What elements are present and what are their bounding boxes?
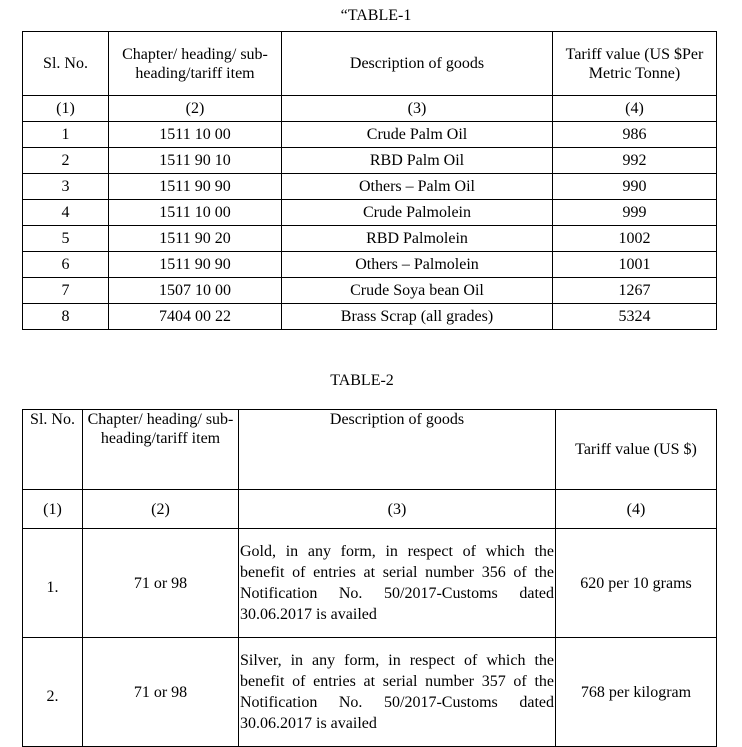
cell-sl-no: 2. [23,638,83,747]
cell-tariff-code: 1511 10 00 [109,122,282,148]
cell-tariff-code: 71 or 98 [83,638,239,747]
header-tariff-value: Tariff value (US $) [556,410,717,490]
cell-sl-no: 8 [23,304,109,330]
header-sl-no: Sl. No. [23,32,109,96]
header-tariff-value: Tariff value (US $Per Metric Tonne) [553,32,717,96]
cell-description: RBD Palmolein [282,226,553,252]
header-description: Description of goods [239,410,556,490]
table-row [23,122,717,148]
column-number: (3) [282,96,553,122]
table-1 [22,31,717,330]
cell-tariff-value: 992 [553,148,717,174]
header-chapter-heading: Chapter/ heading/ sub-heading/tariff item [83,410,239,490]
cell-description: Brass Scrap (all grades) [282,304,553,330]
cell-tariff-value: 620 per 10 grams [556,529,717,638]
table-row [23,278,717,304]
cell-tariff-value: 1001 [553,252,717,278]
table-row [23,174,717,200]
column-number: (2) [109,96,282,122]
cell-sl-no: 7 [23,278,109,304]
cell-tariff-code: 1507 10 00 [109,278,282,304]
cell-description: Crude Soya bean Oil [282,278,553,304]
cell-tariff-value: 1002 [553,226,717,252]
table-row [23,304,717,330]
column-number: (4) [553,96,717,122]
cell-tariff-code: 1511 90 90 [109,174,282,200]
cell-tariff-value: 990 [553,174,717,200]
cell-description: Others – Palm Oil [282,174,553,200]
cell-tariff-value: 1267 [553,278,717,304]
cell-description: Silver, in any form, in respect of which the benefit of entries at serial number 357 of the Notification No. 50/2017-Customs dated 30.06.2017 is availed [239,638,556,747]
table-row [23,529,717,638]
cell-tariff-code: 1511 90 90 [109,252,282,278]
header-sl-no: Sl. No. [23,410,83,490]
cell-tariff-code: 1511 90 20 [109,226,282,252]
header-description: Description of goods [282,32,553,96]
cell-description: Gold, in any form, in respect of which the benefit of entries at serial number 356 of the Notification No. 50/2017-Customs dated 30.06.2017 is availed [239,529,556,638]
table-row [23,226,717,252]
cell-description: RBD Palm Oil [282,148,553,174]
table-row [23,252,717,278]
cell-tariff-code: 1511 10 00 [109,200,282,226]
cell-description: Crude Palm Oil [282,122,553,148]
cell-tariff-value: 768 per kilogram [556,638,717,747]
cell-tariff-value: 999 [553,200,717,226]
table-1-title: “TABLE-1 [340,7,412,24]
table-row [23,148,717,174]
cell-sl-no: 2 [23,148,109,174]
cell-sl-no: 1 [23,122,109,148]
cell-sl-no: 5 [23,226,109,252]
cell-tariff-code: 7404 00 22 [109,304,282,330]
cell-tariff-code: 1511 90 10 [109,148,282,174]
cell-tariff-value: 986 [553,122,717,148]
cell-sl-no: 4 [23,200,109,226]
table-2-title: TABLE-2 [330,372,394,389]
cell-sl-no: 6 [23,252,109,278]
cell-description: Crude Palmolein [282,200,553,226]
table-2-column-number-row [23,490,717,529]
column-number: (3) [239,490,556,529]
table-row [23,638,717,747]
column-number: (1) [23,96,109,122]
cell-tariff-value: 5324 [553,304,717,330]
cell-tariff-code: 71 or 98 [83,529,239,638]
cell-sl-no: 3 [23,174,109,200]
table-row [23,200,717,226]
table-2 [22,409,717,747]
table-1-header-row [23,32,717,96]
cell-sl-no: 1. [23,529,83,638]
column-number: (4) [556,490,717,529]
table-2-header-row [23,410,717,490]
header-chapter-heading: Chapter/ heading/ sub-heading/tariff item [109,32,282,96]
cell-description: Others – Palmolein [282,252,553,278]
column-number: (1) [23,490,83,529]
column-number: (2) [83,490,239,529]
table-1-column-number-row [23,96,717,122]
